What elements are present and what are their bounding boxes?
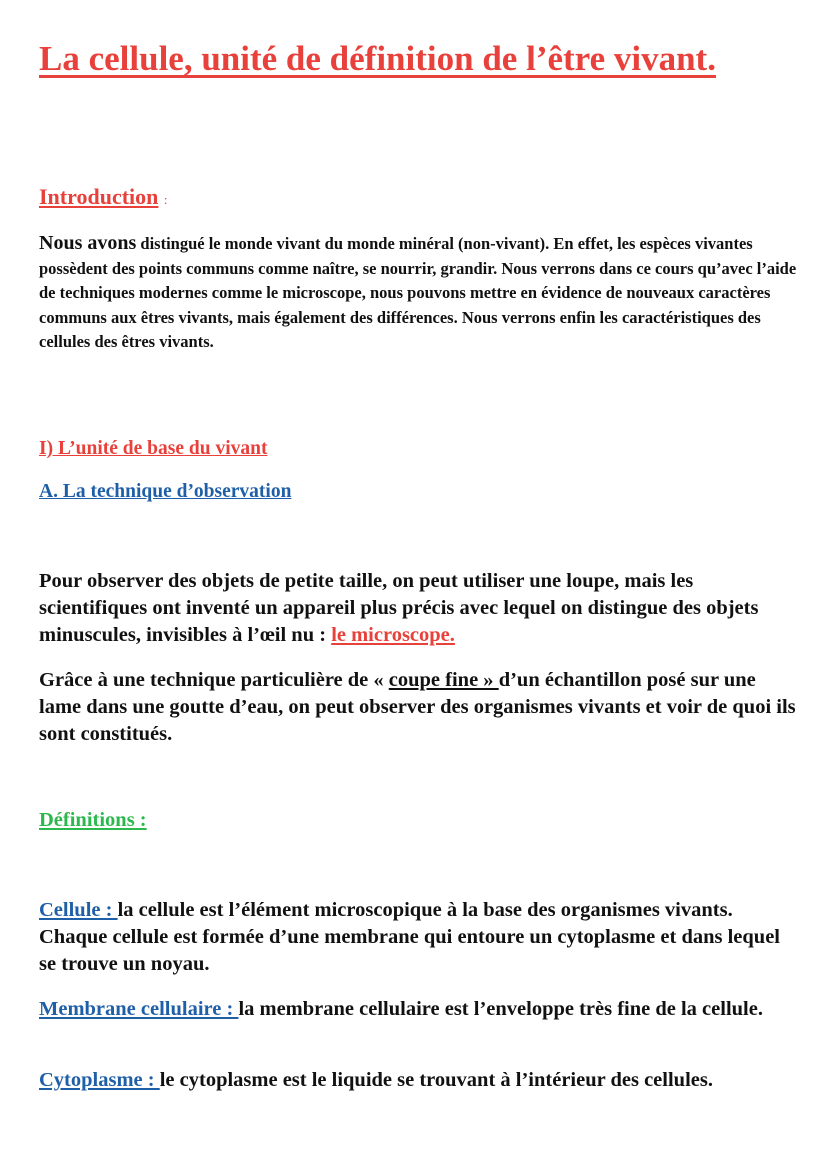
definition-item [39,897,799,978]
introduction-text: distingué le monde vivant du monde minéral (non-vivant). En effet, les espèces vivantes possèdent des points communs comme naître, se nourrir, grandir. Nous verrons dans ce cours qu’avec l’aide de techniques modernes comme le microscope, nous pouvons mettre en évidence de nouveaux caractères communs aux êtres vivants, mais également des différences. Nous verrons enfin les caractéristiques des cellules des êtres vivants. [39,234,797,351]
definition-text-membrane: la membrane cellulaire est l’enveloppe très fine de la cellule. [238,998,763,1020]
introduction-heading [39,184,168,210]
microscope-highlight: le microscope. [331,624,455,646]
technique-paragraph [39,667,799,748]
introduction-heading-colon: : [163,192,168,207]
definitions-heading: Définitions : [39,809,147,831]
definition-term-membrane: Membrane cellulaire : [39,998,239,1020]
definition-term-cellule: Cellule : [39,899,118,921]
introduction-paragraph [39,231,799,355]
introduction-lead: Nous avons [39,232,137,254]
definition-text-cytoplasme: le cytoplasme est le liquide se trouvant à l’intérieur des cellules. [159,1069,713,1091]
coupe-fine-term: coupe fine » [388,669,499,691]
technique-text-before: Grâce à une technique particulière de « [39,669,389,691]
observation-paragraph [39,568,799,649]
definition-item [39,1067,799,1094]
definition-item [39,996,799,1023]
definition-term-cytoplasme: Cytoplasme : [39,1069,160,1091]
subsection-heading: A. La technique d’observation [39,481,292,502]
introduction-heading-text: Introduction [39,184,159,209]
technique-text-after: d’un échantillon posé sur une lame dans une goutte d’eau, on peut observer des organismes vivants et voir de quoi ils sont constitués. [39,669,796,745]
page-title: La cellule, unité de définition de l’être vivant. [39,39,716,78]
observation-text: Pour observer des objets de petite taille, on peut utiliser une loupe, mais les scientifiques ont inventé un appareil plus précis avec lequel on distingue des objets minuscules, invisibles à l’œil nu : [39,570,759,646]
section-heading: I) L’unité de base du vivant [39,438,268,459]
definition-text-cellule: la cellule est l’élément microscopique à la base des organismes vivants. Chaque cellule est formée d’une membrane qui entoure un cytoplasme et dans lequel se trouve un noyau. [39,899,781,975]
